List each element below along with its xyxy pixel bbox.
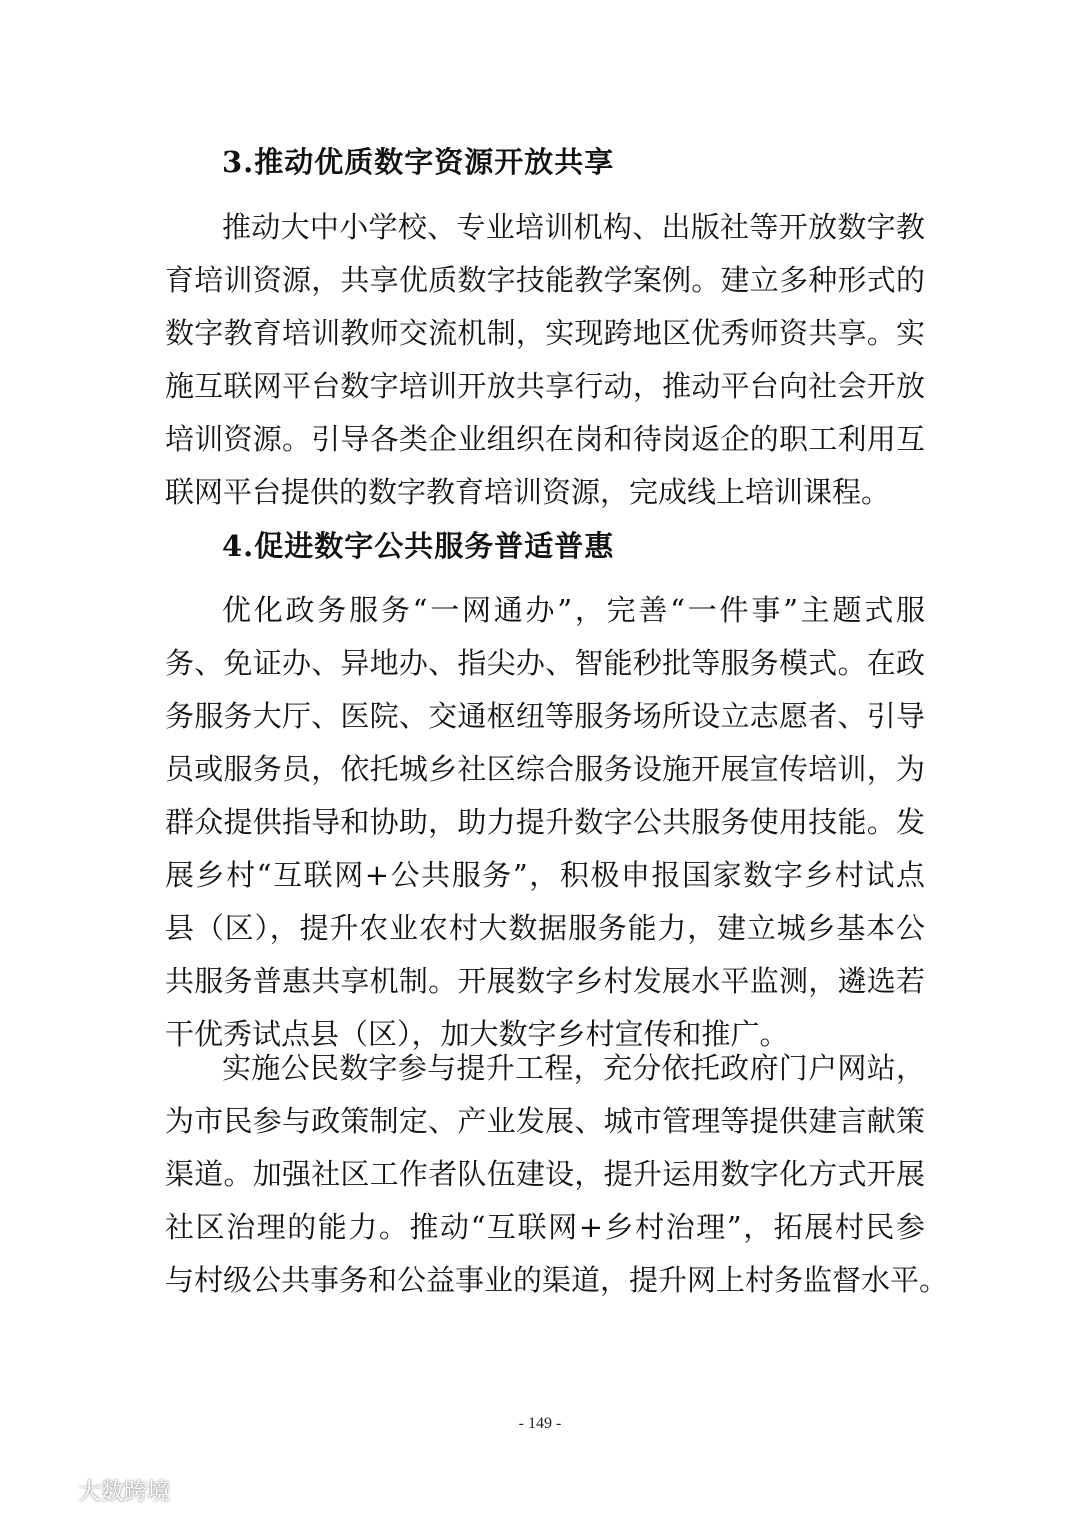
watermark-text: 大数跨境 xyxy=(78,1479,170,1505)
paragraph-line: 渠道。加强社区工作者队伍建设，提升运用数字化方式开展 xyxy=(165,1157,925,1191)
section-3-heading: 3.推动优质数字资源开放共享 xyxy=(222,145,615,179)
paragraph-line: 干优秀试点县（区），加大数字乡村宣传和推广。 xyxy=(165,1017,789,1051)
paragraph-line: 展乡村“互联网+公共服务”，积极申报国家数字乡村试点 xyxy=(165,858,925,892)
watermark xyxy=(10,1473,170,1506)
paragraph-line: 与村级公共事务和公益事业的渠道，提升网上村务监督水平。 xyxy=(165,1263,949,1297)
paragraph-line: 联网平台提供的数字教育培训资源，完成线上培训课程。 xyxy=(165,475,891,509)
paragraph-line: 共服务普惠共享机制。开展数字乡村发展水平监测，遴选若 xyxy=(165,964,925,998)
paragraph-line: 为市民参与政策制定、产业发展、城市管理等提供建言献策 xyxy=(165,1104,925,1138)
paragraph-line: 县（区），提升农业农村大数据服务能力，建立城乡基本公 xyxy=(165,911,925,945)
paragraph-line: 实施公民数字参与提升工程，充分依托政府门户网站， xyxy=(222,1051,925,1085)
weibo-logo-icon xyxy=(10,1477,72,1503)
paragraph-line: 群众提供指导和协助，助力提升数字公共服务使用技能。发 xyxy=(165,805,925,839)
paragraph-line: 务、免证办、异地办、指尖办、智能秒批等服务模式。在政 xyxy=(165,646,925,680)
section-4-paragraph-2 xyxy=(165,1042,949,1307)
section-4-heading: 4.促进数字公共服务普适普惠 xyxy=(222,529,615,563)
paragraph-line: 推动大中小学校、专业培训机构、出版社等开放数字教 xyxy=(222,210,925,244)
section-4-paragraph-1 xyxy=(165,584,925,1061)
paragraph-line: 务服务大厅、医院、交通枢纽等服务场所设立志愿者、引导 xyxy=(165,699,925,733)
paragraph-line: 数字教育培训教师交流机制，实现跨地区优秀师资共享。实 xyxy=(165,316,925,350)
paragraph-line: 社区治理的能力。推动“互联网+乡村治理”，拓展村民参 xyxy=(165,1210,925,1244)
page-number: - 149 - xyxy=(518,1415,562,1432)
paragraph-line: 培训资源。引导各类企业组织在岗和待岗返企的职工利用互 xyxy=(165,422,925,456)
paragraph-line: 员或服务员，依托城乡社区综合服务设施开展宣传培训，为 xyxy=(165,752,925,786)
paragraph-line: 施互联网平台数字培训开放共享行动，推动平台向社会开放 xyxy=(165,369,925,403)
section-3-paragraph xyxy=(165,201,925,519)
paragraph-line: 优化政务服务“一网通办”，完善“一件事”主题式服 xyxy=(222,593,925,627)
paragraph-line: 育培训资源，共享优质数字技能教学案例。建立多种形式的 xyxy=(165,263,925,297)
